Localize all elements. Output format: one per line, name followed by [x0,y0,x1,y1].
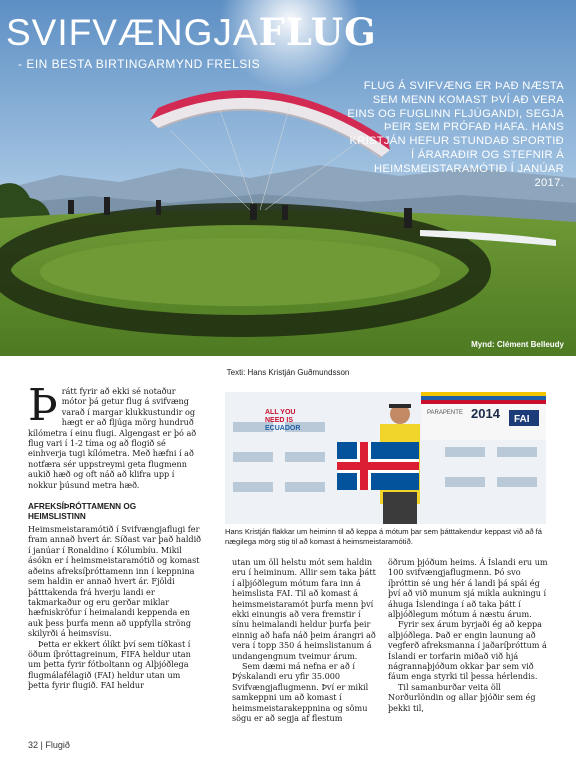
hero-photo [0,0,576,356]
photo-credit: Mynd: Clément Belleudy [471,340,564,349]
flag-holder-image [225,392,546,524]
paragraph: utan um öll helstu mót sem haldin eru í heiminum. Allir sem taka þátt í alþjóðlegum mótum fara inn á heimslista FAI. Til að komast á heimsmeistaramót þurfa menn því ekki einungis að vera fremstir í sínu heimalandi heldur þurfa þeir einnig að hafa náð þeim árangri að vera í topp 350 á heimslistanum á undangengnum tveimur árum. [232,557,376,661]
competitor-photo [225,392,546,524]
article-subtitle: - EIN BESTA BIRTINGARMYND FRELSIS [18,57,261,71]
photo-caption: Hans Kristján flakkar um heiminn til að keppa á mótum þar sem þátttakendur keppast við að fá nægilega mörg stig til að komast á heimsmeistaramótið. [225,527,542,546]
text-column-2 [232,557,378,724]
paragraph: Heimsmeistaramótið í Svifvængjaflugi fer fram annað hvert ár. Síðast var það haldið í janúar í Ronaldino í Kólumbíu. Mikil ásókn er í heimsmeistaramótið og komast aðeins afreksíþróttamenn inn í keppnina sem haldin er annað hvert ár. Fjöldi þátttakenda frá hverju landi er takmarkaður og eru gerðar miklar hæfniskröfur í heimalandi keppenda en auk þess þurfa menn að uppfylla ströng skilyrði á heimsvísu. [28,524,202,639]
title-thin-part: SVIFVÆNGJA [6,12,259,53]
article-intro: FLUG Á SVIFVÆNG ER ÞAÐ NÆSTA SEM MENN KOMAST ÞVÍ AÐ VERA EINS OG FUGLINN FLJÚGANDI, SEGJA ÞEIR SEM PRÓFAÐ HAFA. HANS KRISTJÁN HEFUR STUNDAÐ SPORTIÐ Í ÁRARAÐIR OG STEFNIR Á HEIMSMEISTARAMÓTIÐ Í JANÚAR 2017. [347,80,564,189]
paragraph: öðrum þjóðum heims. Á Íslandi eru um 100 svifvængjaflugmenn. Þó svo íþróttin sé ung hér á landi þá spái ég því að við munum sjá mikla aukningu í áhuga Íslendinga í að taka þátt í alþjóðlegum mótum á næstu árum. [388,557,548,620]
backdrop-text-2: NEED IS [265,417,294,424]
paragraph: Fyrir sex árum byrjaði ég að keppa alþjóðlega. Það er engin launung að vegferð afreksmanna í jaðaríþróttum á Íslandi er torfarin miðað við hjá nágrannaþjóðum okkar þar sem við fáum enga styrki til þessa hérlendis. [388,619,547,682]
paragraph: Til samanburðar veita öll Norðurlöndin og allar þjóðir sem ég þekki til, [388,681,536,713]
banner-parapente: PARAPENTE [427,410,463,416]
section-heading-line2: HEIMSLISTINN [28,512,86,522]
text-column-1 [28,380,202,691]
backdrop-text-1: ALL YOU [265,409,296,416]
backdrop-text-3: ECUADOR [265,425,301,432]
section-heading [28,502,202,522]
dropcap: Þ [28,380,58,431]
banner-fai: FAI [514,414,530,425]
paragraph: Sem dæmi má nefna er að í Þýskalandi eru yfir 35.000 Svifvængjaflugmenn. Því er mikil samkeppni um að komast í heimsmeistarakeppnina og sömu sögu er að segja af flestum [232,661,369,724]
page-footer [28,740,70,750]
section-heading-line1: AFREKSÍÞRÓTTAMENN OG [28,502,137,512]
author-line: Texti: Hans Kristján Guðmundsson [226,368,350,377]
footer-separator: | [40,740,43,750]
paragraph: rátt fyrir að ekki sé notaður mótor þá getur flug á svifvæng varað í margar klukkustundir og hægt er að fljúga mörg hundruð kílómetra í einu flugi. Algengast er þó að flug vari í 1-2 tíma og að flogið sé einhverja tugi kílómetra. Með hæfni í að notfæra sér uppstreymi geta flugmenn aukið hæð og oft náð að klifra upp í nokkur þúsund metra hæð. [28,386,197,490]
title-bold-part: FLUG [258,10,377,54]
banner-year: 2014 [471,406,500,421]
text-column-3 [388,557,548,713]
magazine-name: Flugið [45,740,70,750]
page-number: 32 [28,740,39,750]
article-title [6,12,377,53]
paragraph: Þetta er ekkert ólíkt því sem tíðkast í öðum íþróttagreinum, FIFA heldur utan um þetta fyrir fótboltann og Alþjóðlega flugmálafélagið (FAI) heldur utan um þetta fyrir flugið. FAI heldur [28,638,191,691]
